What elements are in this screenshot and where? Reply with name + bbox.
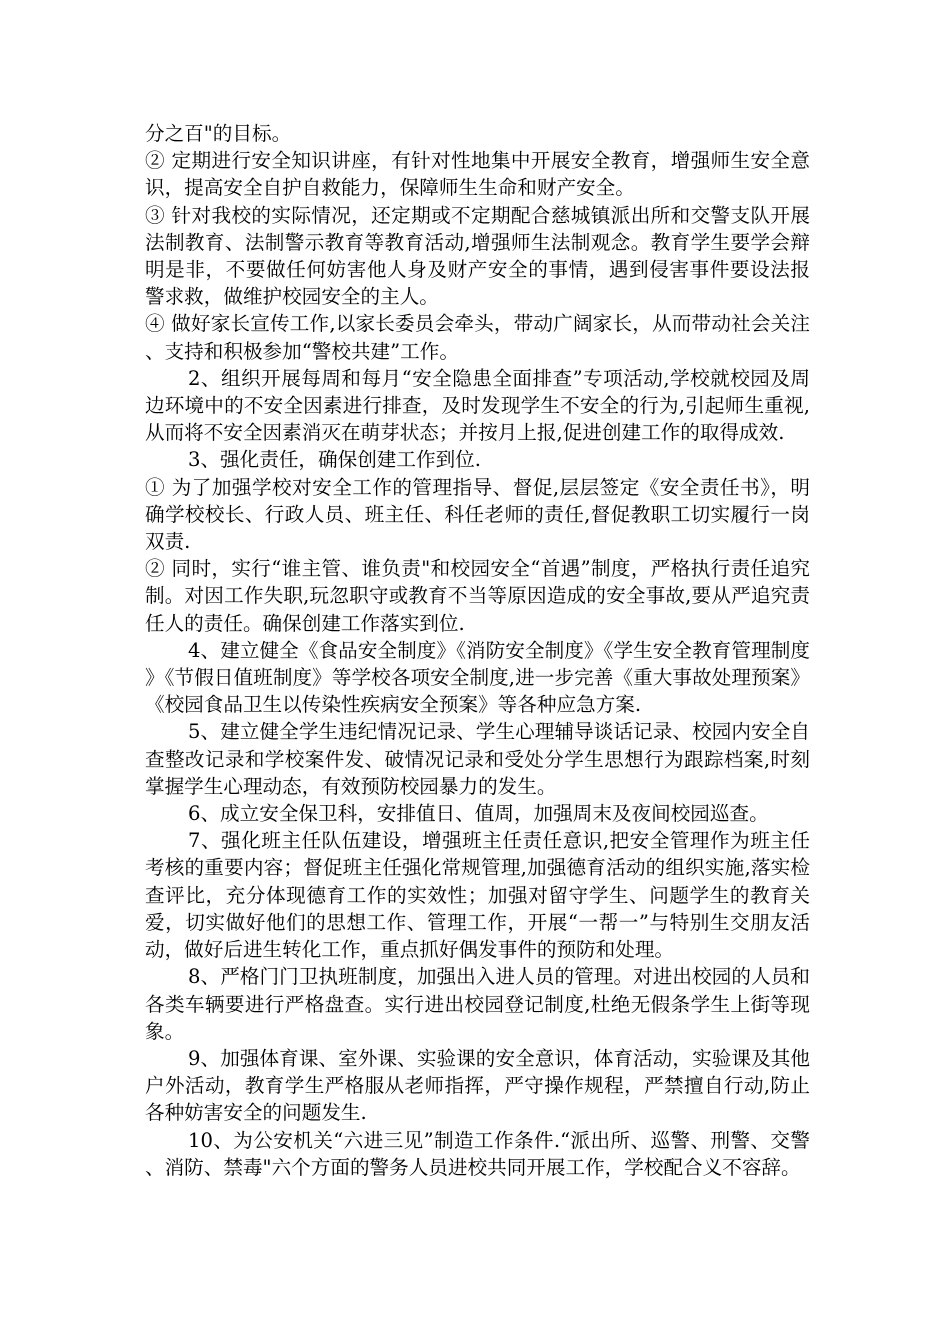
paragraph: 4、建立健全《食品安全制度》《消防安全制度》《学生安全教育管理制度》《节假日值班制度》等学校各项安全制度,进一步完善《重大事故处理预案》《校园食品卫生以传染性疾病安全预案》等各种应急方案. [145, 638, 810, 717]
paragraph: 7、强化班主任队伍建设，增强班主任责任意识,把安全管理作为班主任考核的重要内容；督促班主任强化常规管理,加强德育活动的组织实施,落实检查评比，充分体现德育工作的实效性；加强对留守学生、问题学生的教育关爱，切实做好他们的思想工作、管理工作，开展“一帮一”与特别生交朋友活动，做好后进生转化工作，重点抓好偶发事件的预防和处理。 [145, 829, 810, 962]
paragraph: 分之百"的目标。 [145, 122, 292, 145]
paragraph: 3、强化责任，确保创建工作到位. [188, 448, 482, 472]
paragraph: ② 定期进行安全知识讲座，有针对性地集中开展安全教育，增强师生安全意识，提高安全自护自救能力，保障师生生命和财产安全。 [145, 149, 810, 200]
paragraph: 5、建立健全学生违纪情况记录、学生心理辅导谈话记录、校园内安全自查整改记录和学校案件发、破情况记录和受处分学生思想行为跟踪档案,时刻掌握学生心理动态，有效预防校园暴力的发生。 [145, 720, 810, 798]
paragraph: ④ 做好家长宣传工作,以家长委员会牵头，带动广阔家长，从而带动社会关注、支持和积极参加“警校共建”工作。 [145, 312, 810, 363]
paragraph: 10、为公安机关“六进三见”制造工作条件.“派出所、巡警、刑警、交警、消防、禁毒"六个方面的警务人员进校共同开展工作，学校配合义不容辞。 [145, 1128, 810, 1179]
paragraph: 8、严格门门卫执班制度，加强出入进人员的管理。对进出校园的人员和各类车辆要进行严格盘查。实行进出校园登记制度,杜绝无假条学生上街等现象。 [145, 965, 810, 1043]
paragraph: ① 为了加强学校对安全工作的管理指导、督促,层层签定《安全责任书》，明确学校校长、行政人员、班主任、科任老师的责任,督促教职工切实履行一岗双责. [145, 475, 810, 554]
paragraph: ② 同时，实行“谁主管、谁负责"和校园安全“首遇”制度，严格执行责任追究制。对因工作失职,玩忽职守或教育不当等原因造成的安全事故,要从严追究责任人的责任。确保创建工作落实到位. [145, 557, 810, 635]
document-body [145, 120, 810, 1181]
paragraph: ③ 针对我校的实际情况，还定期或不定期配合慈城镇派出所和交警支队开展法制教育、法制警示教育等教育活动,增强师生法制观念。教育学生要学会辩明是非，不要做任何妨害他人身及财产安全的事情，遇到侵害事件要设法报警求救，做维护校园安全的主人。 [145, 203, 810, 309]
paragraph: 2、组织开展每周和每月“安全隐患全面排查”专项活动,学校就校园及周边环境中的不安全因素进行排查，及时发现学生不安全的行为,引起师生重视,从而将不安全因素消灭在萌芽状态；并按月上报,促进创建工作的取得成效. [145, 366, 810, 445]
paragraph: 9、加强体育课、室外课、实验课的安全意识，体育活动，实验课及其他户外活动，教育学生严格服从老师指挥，严守操作规程，严禁擅自行动,防止各种妨害安全的问题发生. [145, 1046, 810, 1125]
paragraph: 6、成立安全保卫科，安排值日、值周，加强周末及夜间校园巡查。 [188, 802, 769, 826]
